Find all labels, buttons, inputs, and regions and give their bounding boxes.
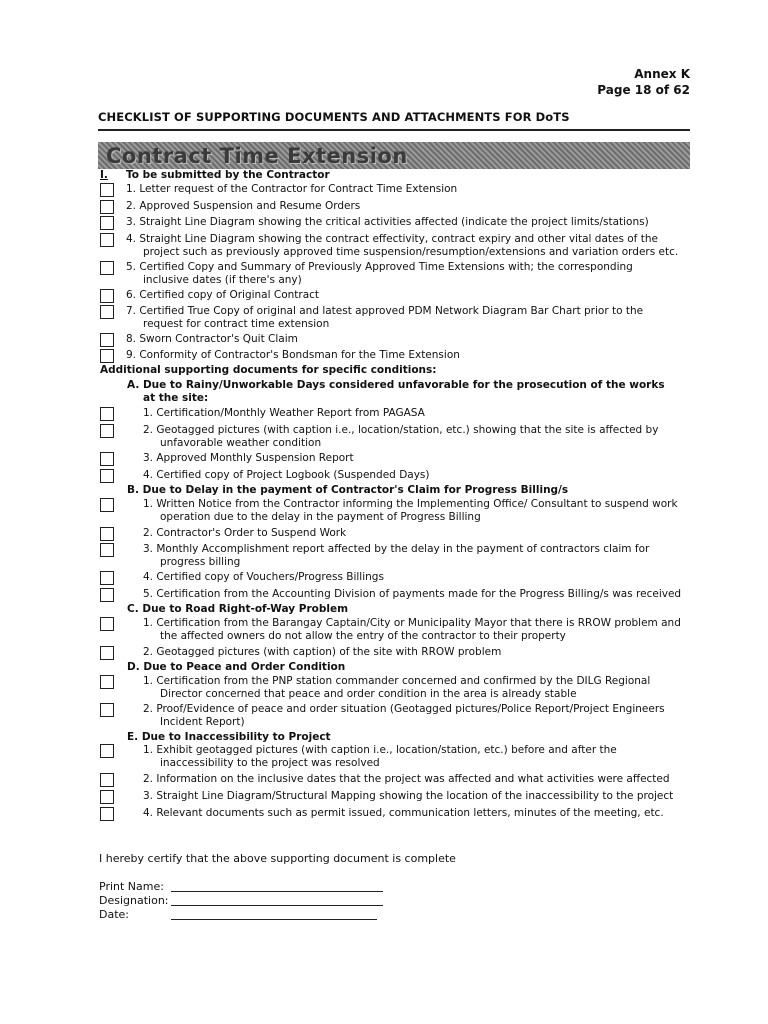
checkbox[interactable]	[100, 333, 114, 347]
checklist-item-continued: inclusive dates (if there's any)	[143, 274, 302, 286]
date-line[interactable]	[171, 919, 377, 920]
annex-label: Annex K	[634, 67, 690, 81]
title-rule	[98, 129, 690, 131]
checklist-item: 1. Certification from the Barangay Captain/City or Municipality Mayor that there is RROW problem and	[143, 617, 681, 629]
checklist-item: 2. Proof/Evidence of peace and order situation (Geotagged pictures/Police Report/Project Engineers	[143, 703, 665, 715]
designation-label: Designation:	[99, 894, 169, 907]
additional-heading: Additional supporting documents for specific conditions:	[100, 364, 437, 376]
checkbox[interactable]	[100, 233, 114, 247]
section-heading: To be submitted by the Contractor	[126, 169, 330, 181]
checkbox[interactable]	[100, 407, 114, 421]
checklist-item: 6. Certified copy of Original Contract	[126, 289, 320, 301]
checkbox[interactable]	[100, 349, 114, 363]
checkbox[interactable]	[100, 571, 114, 585]
section-banner	[98, 142, 690, 169]
checklist-item-continued: Incident Report)	[160, 716, 245, 728]
checkbox[interactable]	[100, 773, 114, 787]
checklist-item: 4. Relevant documents such as permit issued, communication letters, minutes of the meeting, etc.	[143, 807, 664, 819]
checkbox[interactable]	[100, 498, 114, 512]
checklist-item-continued: inaccessibility to the project was resolved	[160, 757, 380, 769]
checkbox[interactable]	[100, 261, 114, 275]
checkbox[interactable]	[100, 200, 114, 214]
checkbox[interactable]	[100, 216, 114, 230]
checkbox[interactable]	[100, 617, 114, 631]
designation-line[interactable]	[171, 905, 383, 906]
checklist-item: 3. Straight Line Diagram showing the critical activities affected (indicate the project limits/stations)	[126, 216, 649, 228]
checklist-item: 2. Geotagged pictures (with caption) of the site with RROW problem	[143, 646, 502, 658]
checklist-item: 8. Sworn Contractor's Quit Claim	[126, 333, 298, 345]
checklist-item-continued: request for contract time extension	[143, 318, 330, 330]
checklist-item: 1. Certification/Monthly Weather Report from PAGASA	[143, 407, 425, 419]
subsection-heading-c: C. Due to Road Right-of-Way Problem	[127, 603, 349, 615]
banner-title: Contract Time Extension	[106, 144, 408, 168]
checkbox[interactable]	[100, 790, 114, 804]
checkbox[interactable]	[100, 305, 114, 319]
checklist-item: 4. Certified copy of Project Logbook (Suspended Days)	[143, 469, 430, 481]
checklist-item: 2. Approved Suspension and Resume Orders	[126, 200, 361, 212]
checklist-item: 1. Exhibit geotagged pictures (with caption i.e., location/station, etc.) before and after the	[143, 744, 617, 756]
subsection-heading-b: B. Due to Delay in the payment of Contractor's Claim for Progress Billing/s	[127, 484, 569, 496]
checklist-item-continued: operation due to the delay in the payment of Progress Billing	[160, 511, 481, 523]
checkbox[interactable]	[100, 527, 114, 541]
checklist-item: 4. Straight Line Diagram showing the contract effectivity, contract expiry and other vital dates of the	[126, 233, 658, 245]
checklist-item-continued: the affected owners do not allow the entry of the contractor to their property	[160, 630, 566, 642]
subsection-heading-e: E. Due to Inaccessibility to Project	[127, 731, 331, 743]
checkbox[interactable]	[100, 807, 114, 821]
certification-statement: I hereby certify that the above supporting document is complete	[99, 852, 456, 865]
checkbox[interactable]	[100, 452, 114, 466]
checklist-item-continued: progress billing	[160, 556, 241, 568]
checklist-item: 4. Certified copy of Vouchers/Progress Billings	[143, 571, 384, 583]
checkbox[interactable]	[100, 646, 114, 660]
checklist-item: 3. Approved Monthly Suspension Report	[143, 452, 354, 464]
date-label: Date:	[99, 908, 129, 921]
checklist-item: 9. Conformity of Contractor's Bondsman for the Time Extension	[126, 349, 460, 361]
checkbox[interactable]	[100, 675, 114, 689]
checkbox[interactable]	[100, 424, 114, 438]
checklist-item: 3. Straight Line Diagram/Structural Mapping showing the location of the inaccessibility to the project	[143, 790, 674, 802]
print-name-label: Print Name:	[99, 880, 164, 893]
checkbox[interactable]	[100, 703, 114, 717]
page-header	[597, 66, 690, 98]
checklist-item-continued: unfavorable weather condition	[160, 437, 322, 449]
checklist-item: 2. Geotagged pictures (with caption i.e., location/station, etc.) showing that the site is affected by	[143, 424, 659, 436]
checklist-item: 3. Monthly Accomplishment report affected by the delay in the payment of contractors claim for	[143, 543, 650, 555]
checklist-item-continued: Director concerned that peace and order condition in the area is already stable	[160, 688, 577, 700]
subsection-heading-d: D. Due to Peace and Order Condition	[127, 661, 346, 673]
print-name-line[interactable]	[171, 891, 383, 892]
checkbox[interactable]	[100, 469, 114, 483]
checklist-item: 1. Letter request of the Contractor for Contract Time Extension	[126, 183, 458, 195]
checkbox[interactable]	[100, 588, 114, 602]
checklist-item: 1. Written Notice from the Contractor informing the Implementing Office/ Consultant to suspend work	[143, 498, 678, 510]
checklist-item: 5. Certified Copy and Summary of Previously Approved Time Extensions with; the corresponding	[126, 261, 633, 273]
checklist-item: 2. Information on the inclusive dates that the project was affected and what activities were affected	[143, 773, 670, 785]
checklist-item: 2. Contractor's Order to Suspend Work	[143, 527, 347, 539]
checkbox[interactable]	[100, 183, 114, 197]
checkbox[interactable]	[100, 289, 114, 303]
section-numeral: I.	[100, 169, 108, 181]
page-number: Page 18 of 62	[597, 83, 690, 97]
checkbox[interactable]	[100, 744, 114, 758]
checkbox[interactable]	[100, 543, 114, 557]
checklist-item-continued: project such as previously approved time suspension/resumption/extensions and variation orders etc.	[143, 246, 679, 258]
subsection-heading-a-continued: at the site:	[143, 392, 209, 404]
checklist-item: 1. Certification from the PNP station commander concerned and confirmed by the DILG Regional	[143, 675, 651, 687]
subsection-heading-a: A. Due to Rainy/Unworkable Days considered unfavorable for the prosecution of the works	[127, 379, 665, 391]
checklist-item: 5. Certification from the Accounting Division of payments made for the Progress Billing/s was received	[143, 588, 682, 600]
checklist-item: 7. Certified True Copy of original and latest approved PDM Network Diagram Bar Chart prior to the	[126, 305, 644, 317]
document-title: CHECKLIST OF SUPPORTING DOCUMENTS AND ATTACHMENTS FOR DoTS	[98, 110, 570, 124]
